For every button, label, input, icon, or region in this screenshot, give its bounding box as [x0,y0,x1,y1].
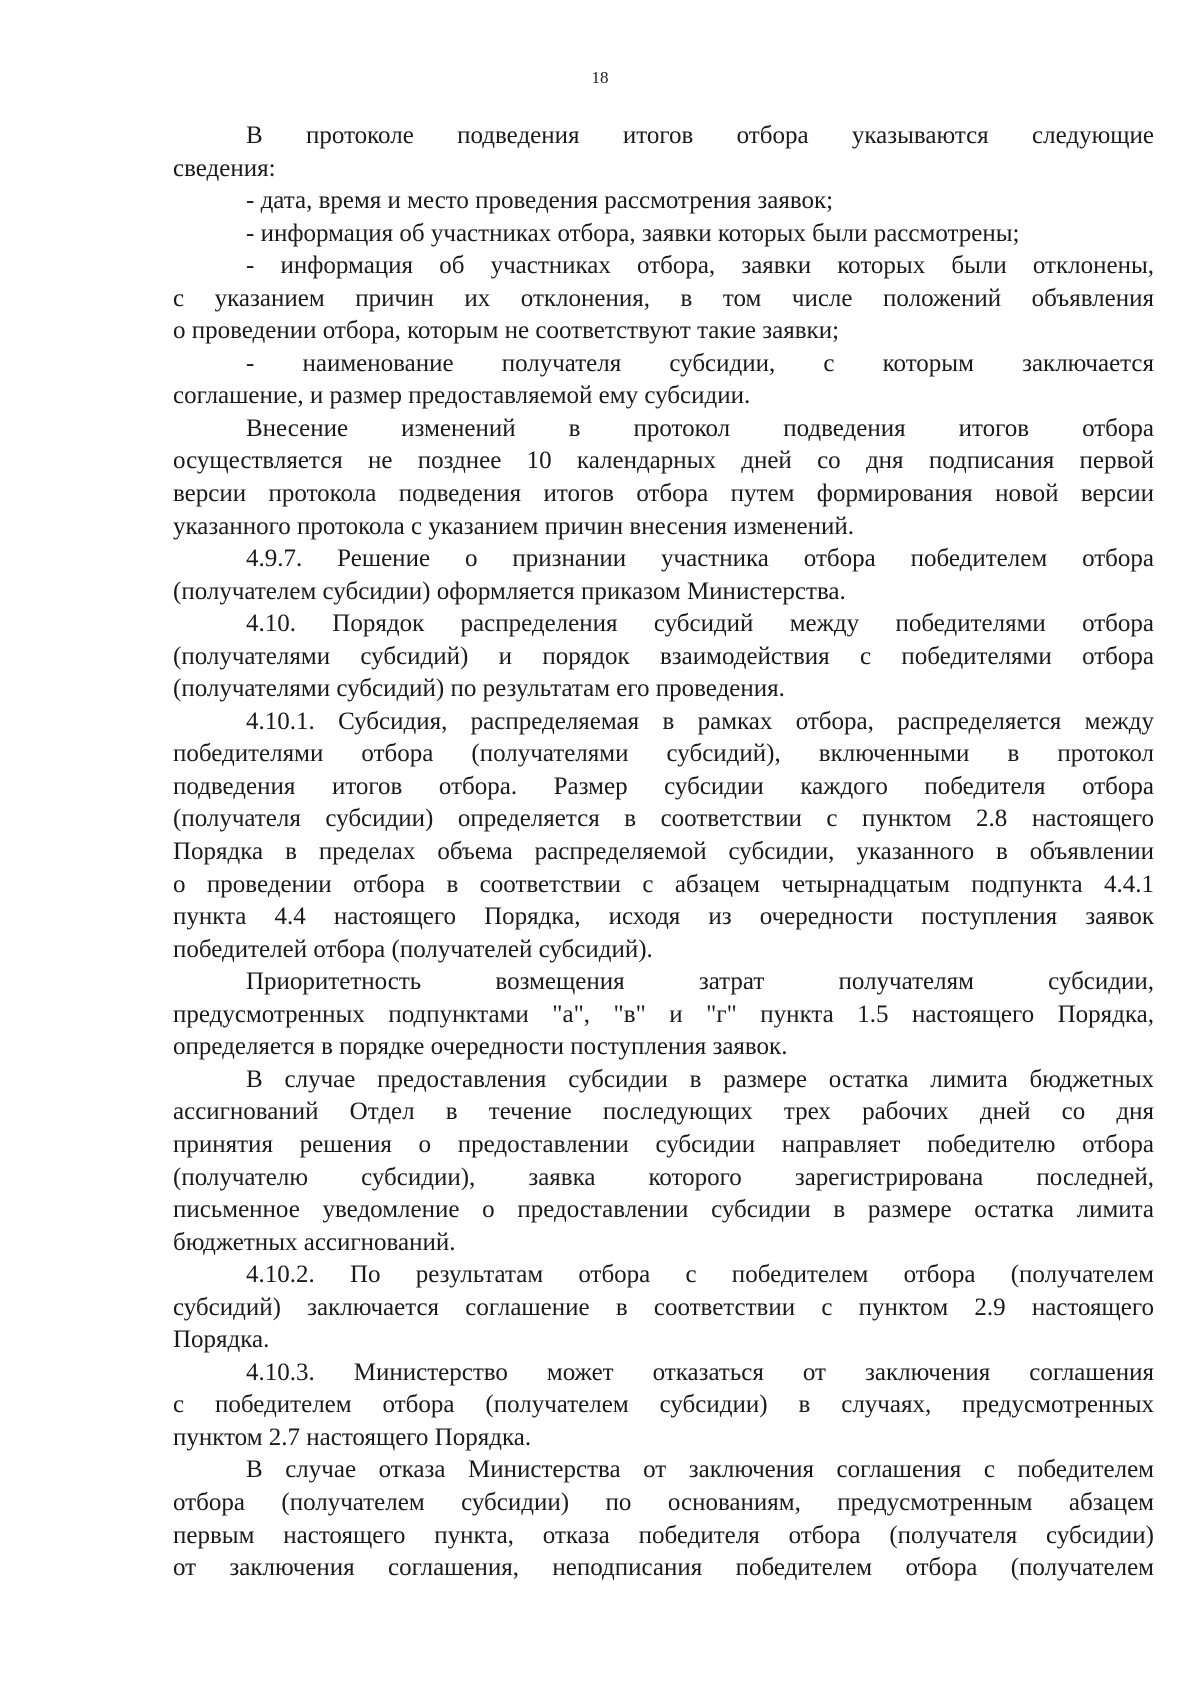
text-line: сведения: [173,154,276,182]
page-number: 18 [591,68,609,87]
text-line: от заключения соглашения, неподписания победителем отбора (получателем [173,1554,1154,1582]
text-line: Порядка. [173,1326,270,1354]
text-line: (получателю субсидии), заявка которого зарегистрирована последней, [173,1163,1154,1191]
text-line: первым настоящего пункта, отказа победителя отбора (получателя субсидии) [173,1521,1154,1549]
text-line: с победителем отбора (получателем субсидии) в случаях, предусмотренных [173,1391,1154,1419]
text-line: Внесение изменений в протокол подведения итогов отбора [246,414,1154,442]
text-line: Порядка в пределах объема распределяемой субсидии, указанного в объявлении [173,838,1154,866]
text-line: пункта 4.4 настоящего Порядка, исходя из очередности поступления заявок [173,903,1154,931]
text-line: В протоколе подведения итогов отбора указываются следующие [246,122,1154,149]
text-line: (получателя субсидии) определяется в соответствии с пунктом 2.8 настоящего [173,805,1154,833]
text-line: победителей отбора (получателей субсидий). [173,935,653,963]
text-line: отбора (получателем субсидии) по основаниям, предусмотренным абзацем [173,1488,1154,1516]
text-line: бюджетных ассигнований. [173,1228,456,1256]
text-line: определяется в порядке очередности поступления заявок. [173,1033,788,1061]
text-line: (получателями субсидий) по результатам его проведения. [173,675,785,703]
body-text [173,120,1154,1585]
text-line: с указанием причин их отклонения, в том числе положений объявления [173,284,1154,312]
text-line: субсидий) заключается соглашение в соответствии с пунктом 2.9 настоящего [173,1293,1154,1321]
text-line: 4.10.1. Субсидия, распределяемая в рамках отбора, распределяется между [246,707,1154,735]
text-line: письменное уведомление о предоставлении субсидии в размере остатка лимита [173,1196,1154,1224]
text-line: В случае предоставления субсидии в размере остатка лимита бюджетных [246,1065,1154,1093]
text-line: - информация об участниках отбора, заявки которых были рассмотрены; [246,219,1020,247]
text-line: 4.10.3. Министерство может отказаться от заключения соглашения [246,1358,1154,1386]
text-line: победителями отбора (получателями субсидий), включенными в протокол [173,740,1154,768]
text-line: пунктом 2.7 настоящего Порядка. [173,1423,532,1451]
text-line: (получателями субсидий) и порядок взаимодействия с победителями отбора [173,642,1154,670]
text-line: о проведении отбора, которым не соответствуют такие заявки; [173,317,840,345]
text-line: предусмотренных подпунктами "а", "в" и "г" пункта 1.5 настоящего Порядка, [173,1000,1154,1028]
text-line: версии протокола подведения итогов отбора путем формирования новой версии [173,480,1154,508]
text-line: - дата, время и место проведения рассмотрения заявок; [246,187,834,215]
text-line: - наименование получателя субсидии, с которым заключается [246,349,1154,377]
text-line: указанного протокола с указанием причин внесения изменений. [173,512,855,540]
text-line: принятия решения о предоставлении субсидии направляет победителю отбора [173,1130,1154,1158]
text-line: 4.9.7. Решение о признании участника отбора победителем отбора [246,545,1154,573]
text-line: ассигнований Отдел в течение последующих трех рабочих дней со дня [173,1098,1154,1126]
text-line: Приоритетность возмещения затрат получателям субсидии, [246,968,1154,996]
text-line: соглашение, и размер предоставляемой ему субсидии. [173,382,751,410]
text-line: осуществляется не позднее 10 календарных дней со дня подписания первой [173,447,1154,475]
text-line: В случае отказа Министерства от заключения соглашения с победителем [246,1456,1154,1484]
text-line: - информация об участниках отбора, заявки которых были отклонены, [246,252,1154,280]
text-line: 4.10. Порядок распределения субсидий между победителями отбора [246,610,1154,638]
text-line: о проведении отбора в соответствии с абзацем четырнадцатым подпункта 4.4.1 [173,870,1154,898]
text-line: 4.10.2. По результатам отбора с победителем отбора (получателем [246,1261,1154,1289]
text-line: подведения итогов отбора. Размер субсидии каждого победителя отбора [173,772,1154,800]
text-line: (получателем субсидии) оформляется приказом Министерства. [173,577,846,605]
